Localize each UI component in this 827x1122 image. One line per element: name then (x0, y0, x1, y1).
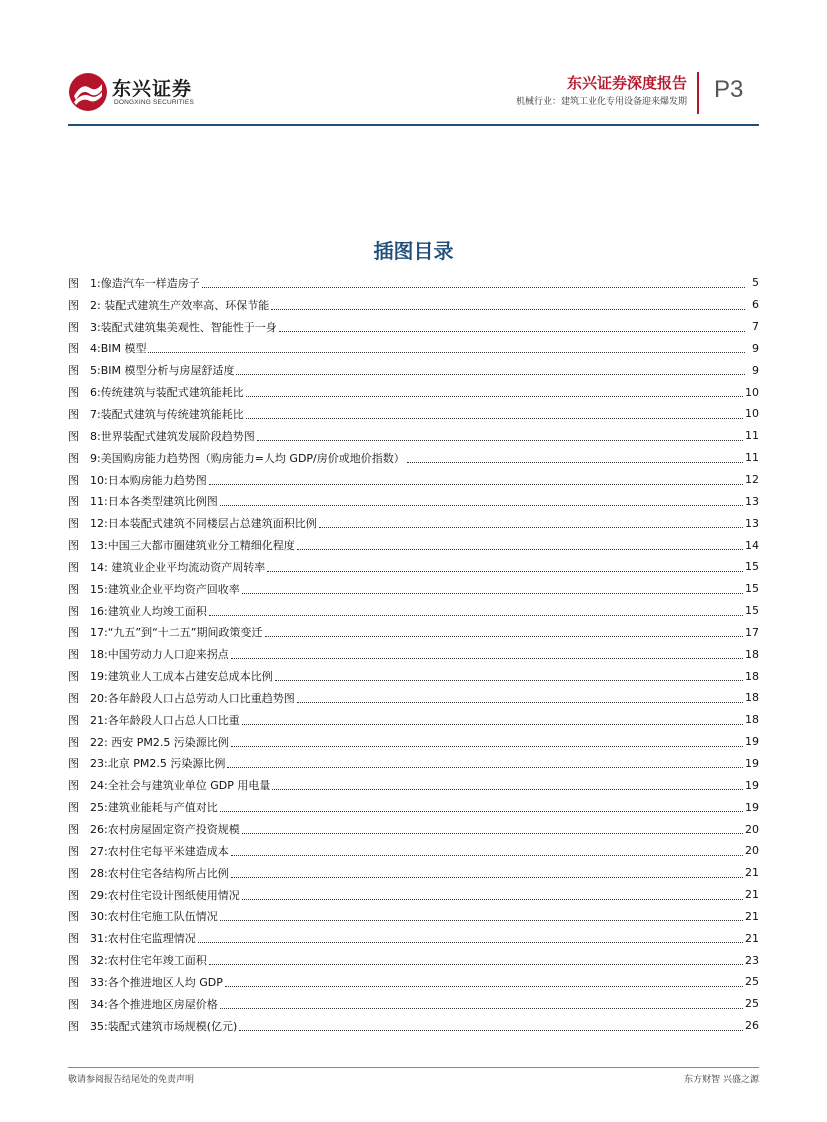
logo-emblem-icon (68, 72, 108, 112)
toc-entry-page[interactable]: 6 (752, 298, 759, 312)
toc-entry[interactable] (68, 512, 759, 534)
toc-leader-dots (209, 963, 743, 965)
toc-leader-dots (148, 351, 745, 353)
toc-entry-page[interactable]: 17 (745, 625, 759, 639)
toc-entry-title[interactable]: 16:建筑业人均竣工面积 (90, 604, 207, 618)
toc-entry[interactable] (68, 447, 759, 469)
toc-leader-dots (209, 614, 743, 616)
toc-entry-title[interactable]: 10:日本购房能力趋势图 (90, 473, 207, 487)
toc-entry-title[interactable]: 15:建筑业企业平均资产回收率 (90, 582, 240, 596)
toc-entry-title[interactable]: 2: 装配式建筑生产效率高、环保节能 (90, 298, 270, 312)
toc-entry-page[interactable]: 10 (745, 407, 759, 421)
toc-entry-title[interactable]: 22: 西安 PM2.5 污染源比例 (90, 735, 229, 749)
toc-entry-page[interactable]: 12 (745, 473, 759, 487)
toc-entry-label: 图 (68, 779, 79, 793)
figure-toc-list (68, 272, 759, 1037)
toc-leader-dots (297, 548, 743, 550)
toc-entry-title[interactable]: 21:各年龄段人口占总人口比重 (90, 713, 240, 727)
toc-entry-title[interactable]: 20:各年龄段人口占总劳动人口比重趋势图 (90, 691, 295, 705)
toc-leader-dots (297, 701, 743, 703)
toc-entry-title[interactable]: 32:农村住宅年竣工面积 (90, 954, 207, 968)
toc-entry-title[interactable]: 5:BIM 模型分析与房屋舒适度 (90, 364, 235, 378)
toc-entry-page[interactable]: 15 (745, 582, 759, 596)
toc-leader-dots (239, 1029, 743, 1031)
toc-entry-title[interactable]: 27:农村住宅每平米建造成本 (90, 844, 229, 858)
toc-entry[interactable] (68, 643, 759, 665)
toc-entry[interactable] (68, 862, 759, 884)
toc-entry-label: 图 (68, 713, 79, 727)
toc-entry-title[interactable]: 29:农村住宅设计图纸使用情况 (90, 888, 240, 902)
toc-entry-title[interactable]: 3:装配式建筑集美观性、智能性于一身 (90, 320, 277, 334)
toc-entry[interactable] (68, 884, 759, 906)
toc-leader-dots (236, 373, 745, 375)
toc-entry-title[interactable]: 4:BIM 模型 (90, 342, 147, 356)
toc-entry[interactable] (68, 294, 759, 316)
toc-leader-dots (275, 679, 743, 681)
logo-chinese-name: 东兴证券 (112, 78, 193, 100)
toc-entry-label: 图 (68, 407, 79, 421)
toc-entry-label: 图 (68, 298, 79, 312)
toc-entry-title[interactable]: 24:全社会与建筑业单位 GDP 用电量 (90, 779, 271, 793)
toc-entry[interactable] (68, 753, 759, 775)
footer-slogan: 东方财智 兴盛之源 (684, 1075, 759, 1085)
page-number: P3 (714, 76, 744, 103)
toc-entry-page[interactable]: 21 (745, 866, 759, 880)
toc-entry-page[interactable]: 19 (745, 800, 759, 814)
toc-entry-title[interactable]: 14: 建筑业企业平均流动资产周转率 (90, 560, 266, 574)
report-subtitle: 机械行业：建筑工业化专用设备迎来爆发期 (515, 97, 687, 107)
toc-entry-title[interactable]: 26:农村房屋固定资产投资规模 (90, 823, 240, 837)
footer-disclaimer: 敬请参阅报告结尾处的免责声明 (68, 1075, 195, 1085)
toc-entry-label: 图 (68, 517, 79, 531)
toc-entry-label: 图 (68, 1019, 79, 1033)
toc-entry-label: 图 (68, 932, 79, 946)
toc-entry-page[interactable]: 15 (745, 604, 759, 618)
toc-entry-page[interactable]: 13 (745, 516, 759, 530)
toc-entry-page[interactable]: 23 (745, 953, 759, 967)
toc-entry-title[interactable]: 8:世界装配式建筑发展阶段趋势图 (90, 429, 255, 443)
footer-rule (68, 1067, 759, 1068)
toc-leader-dots (220, 810, 743, 812)
toc-entry-title[interactable]: 28:农村住宅各结构所占比例 (90, 866, 229, 880)
toc-entry[interactable] (68, 403, 759, 425)
toc-entry-label: 图 (68, 495, 79, 509)
toc-entry-label: 图 (68, 975, 79, 989)
toc-title: 插图目录 (373, 239, 454, 263)
toc-entry-label: 图 (68, 364, 79, 378)
toc-entry-page[interactable]: 25 (745, 997, 759, 1011)
toc-entry-title[interactable]: 1:像造汽车一样造房子 (90, 276, 200, 290)
toc-entry-label: 图 (68, 757, 79, 771)
toc-entry[interactable] (68, 578, 759, 600)
toc-entry-label: 图 (68, 954, 79, 968)
toc-leader-dots (202, 286, 745, 288)
toc-entry-page[interactable]: 19 (745, 735, 759, 749)
toc-entry-label: 图 (68, 670, 79, 684)
toc-entry-page[interactable]: 26 (745, 1019, 759, 1033)
toc-leader-dots (231, 745, 743, 747)
toc-entry-title[interactable]: 9:美国购房能力趋势图（购房能力=人均 GDP/房价或地价指数） (90, 451, 405, 465)
toc-entry-label: 图 (68, 451, 79, 465)
toc-entry[interactable] (68, 622, 759, 644)
toc-entry-page[interactable]: 7 (752, 320, 759, 334)
toc-leader-dots (257, 439, 743, 441)
toc-entry-page[interactable]: 14 (745, 538, 759, 552)
toc-entry-label: 图 (68, 582, 79, 596)
toc-entry-label: 图 (68, 276, 79, 290)
toc-entry-page[interactable]: 18 (745, 647, 759, 661)
toc-entry-title[interactable]: 31:农村住宅监理情况 (90, 932, 196, 946)
toc-entry-label: 图 (68, 844, 79, 858)
toc-entry-page[interactable]: 9 (752, 363, 759, 377)
toc-leader-dots (279, 330, 745, 332)
toc-leader-dots (231, 657, 743, 659)
toc-leader-dots (272, 788, 743, 790)
toc-entry-title[interactable]: 25:建筑业能耗与产值对比 (90, 801, 218, 815)
toc-leader-dots (220, 919, 743, 921)
toc-entry[interactable] (68, 272, 759, 294)
toc-entry-page[interactable]: 9 (752, 341, 759, 355)
toc-entry-page[interactable]: 18 (745, 691, 759, 705)
toc-entry-page[interactable]: 21 (745, 888, 759, 902)
toc-leader-dots (227, 766, 743, 768)
toc-entry-page[interactable]: 18 (745, 669, 759, 683)
toc-entry[interactable] (68, 1015, 759, 1037)
toc-leader-dots (246, 395, 743, 397)
toc-entry-page[interactable]: 18 (745, 713, 759, 727)
toc-leader-dots (242, 832, 743, 834)
logo-english-name: DONGXING SECURITIES (114, 99, 195, 106)
toc-entry-page[interactable]: 21 (745, 931, 759, 945)
toc-entry-label: 图 (68, 429, 79, 443)
toc-entry-title[interactable]: 17:“九五”到“十二五”期间政策变迁 (90, 626, 263, 640)
toc-entry[interactable] (68, 949, 759, 971)
toc-leader-dots (265, 635, 744, 637)
toc-leader-dots (231, 854, 743, 856)
toc-leader-dots (220, 504, 743, 506)
toc-entry-label: 图 (68, 691, 79, 705)
toc-entry[interactable] (68, 600, 759, 622)
toc-entry-page[interactable]: 15 (745, 560, 759, 574)
toc-entry[interactable] (68, 818, 759, 840)
toc-entry[interactable] (68, 338, 759, 360)
toc-entry-label: 图 (68, 823, 79, 837)
toc-entry[interactable] (68, 316, 759, 338)
toc-entry-label: 图 (68, 866, 79, 880)
toc-entry-title[interactable]: 34:各个推进地区房屋价格 (90, 997, 218, 1011)
toc-entry[interactable] (68, 359, 759, 381)
page-header (0, 0, 827, 130)
toc-leader-dots (246, 417, 743, 419)
toc-entry-page[interactable]: 5 (752, 276, 759, 290)
toc-entry-title[interactable]: 7:装配式建筑与传统建筑能耗比 (90, 407, 244, 421)
toc-leader-dots (209, 483, 743, 485)
toc-entry-label: 图 (68, 604, 79, 618)
toc-entry-label: 图 (68, 735, 79, 749)
report-title: 东兴证券深度报告 (566, 74, 687, 92)
toc-entry-page[interactable]: 20 (745, 822, 759, 836)
toc-leader-dots (231, 876, 743, 878)
toc-entry-label: 图 (68, 648, 79, 662)
toc-leader-dots (242, 723, 743, 725)
toc-entry-label: 图 (68, 342, 79, 356)
toc-entry-title[interactable]: 18:中国劳动力人口迎来拐点 (90, 648, 229, 662)
toc-leader-dots (267, 570, 743, 572)
toc-entry-title[interactable]: 12:日本装配式建筑不同楼层占总建筑面积比例 (90, 517, 317, 531)
toc-entry[interactable] (68, 556, 759, 578)
toc-entry[interactable] (68, 731, 759, 753)
toc-entry[interactable] (68, 469, 759, 491)
header-divider (697, 72, 699, 114)
toc-entry[interactable] (68, 709, 759, 731)
header-rule (68, 124, 759, 126)
toc-entry[interactable] (68, 927, 759, 949)
toc-entry-label: 图 (68, 539, 79, 553)
toc-entry-label: 图 (68, 626, 79, 640)
toc-entry-title[interactable]: 23:北京 PM2.5 污染源比例 (90, 757, 226, 771)
toc-entry[interactable] (68, 993, 759, 1015)
toc-leader-dots (407, 461, 743, 463)
toc-entry[interactable] (68, 490, 759, 512)
toc-entry[interactable] (68, 774, 759, 796)
toc-entry-title[interactable]: 19:建筑业人工成本占建安总成本比例 (90, 670, 273, 684)
toc-entry-label: 图 (68, 801, 79, 815)
toc-entry-title[interactable]: 30:农村住宅施工队伍情况 (90, 910, 218, 924)
toc-leader-dots (319, 526, 743, 528)
toc-entry-label: 图 (68, 473, 79, 487)
company-logo (68, 72, 208, 116)
toc-leader-dots (198, 941, 743, 943)
toc-entry-page[interactable]: 19 (745, 756, 759, 770)
toc-entry[interactable] (68, 534, 759, 556)
toc-entry-label: 图 (68, 560, 79, 574)
toc-entry-title[interactable]: 6:传统建筑与装配式建筑能耗比 (90, 386, 244, 400)
toc-leader-dots (271, 308, 745, 310)
toc-entry-title[interactable]: 11:日本各类型建筑比例图 (90, 495, 218, 509)
toc-entry[interactable] (68, 971, 759, 993)
toc-entry[interactable] (68, 840, 759, 862)
toc-entry[interactable] (68, 905, 759, 927)
toc-entry-label: 图 (68, 888, 79, 902)
toc-entry-title[interactable]: 33:各个推进地区人均 GDP (90, 975, 223, 989)
toc-entry[interactable] (68, 796, 759, 818)
toc-entry-page[interactable]: 10 (745, 385, 759, 399)
toc-entry-label: 图 (68, 910, 79, 924)
toc-entry-page[interactable]: 20 (745, 844, 759, 858)
toc-entry-title[interactable]: 13:中国三大都市圈建筑业分工精细化程度 (90, 539, 295, 553)
toc-entry-page[interactable]: 11 (745, 451, 759, 465)
toc-entry[interactable] (68, 665, 759, 687)
toc-entry-label: 图 (68, 997, 79, 1011)
toc-entry-page[interactable]: 11 (745, 429, 759, 443)
toc-entry-page[interactable]: 13 (745, 494, 759, 508)
toc-entry-page[interactable]: 21 (745, 909, 759, 923)
toc-entry-label: 图 (68, 320, 79, 334)
toc-entry[interactable] (68, 381, 759, 403)
toc-entry[interactable] (68, 425, 759, 447)
toc-leader-dots (242, 898, 743, 900)
toc-leader-dots (242, 592, 743, 594)
toc-entry-title[interactable]: 35:装配式建筑市场规模(亿元) (90, 1019, 238, 1033)
toc-leader-dots (220, 1007, 743, 1009)
toc-leader-dots (225, 985, 743, 987)
toc-entry[interactable] (68, 687, 759, 709)
toc-entry-page[interactable]: 19 (745, 778, 759, 792)
toc-entry-label: 图 (68, 386, 79, 400)
toc-entry-page[interactable]: 25 (745, 975, 759, 989)
